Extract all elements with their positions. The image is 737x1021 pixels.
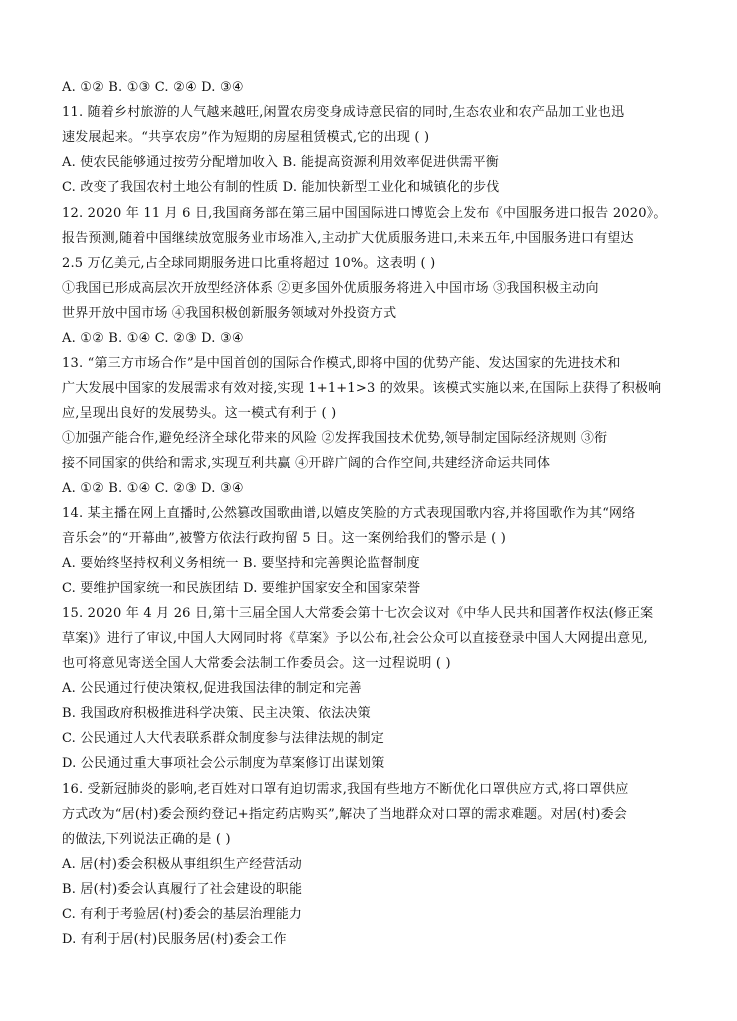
q16-option-c: C. 有利于考验居(村)委会的基层治理能力 [62, 907, 303, 922]
q15-stem-line-2: 草案)》进行了审议,中国人大网同时将《草案》予以公布,社会公众可以直接登录中国人大网提出意见, [62, 631, 648, 646]
q14-stem-line-1: 14. 某主播在网上直播时,公然篡改国歌曲谱,以嬉皮笑脸的方式表现国歌内容,并将国歌作为其“网络 [62, 506, 636, 521]
q13-stem-line-1: 13. “第三方市场合作”是中国首创的国际合作模式,即将中国的优势产能、发达国家的先进技术和 [62, 356, 621, 371]
q15-option-c: C. 公民通过人大代表联系群众制度参与法律法规的制定 [62, 731, 384, 746]
q12-statements-1: ①我国已形成高层次开放型经济体系 ②更多国外优质服务将进入中国市场 ③我国积极主动向 [62, 281, 599, 296]
q12-stem-line-2: 报告预测,随着中国继续放宽服务业市场准入,主动扩大优质服务进口,未来五年,中国服务进口有望达 [62, 231, 634, 246]
q16-stem-line-1: 16. 受新冠肺炎的影响,老百姓对口罩有迫切需求,我国有些地方不断优化口罩供应方式,将口罩供应 [62, 782, 629, 797]
q15-option-a: A. 公民通过行使决策权,促进我国法律的制定和完善 [62, 681, 362, 696]
q15-stem-line-3: 也可将意见寄送全国人大常委会法制工作委员会。这一过程说明 ( ) [62, 656, 451, 671]
q16-option-a: A. 居(村)委会积极从事组织生产经营活动 [62, 857, 302, 872]
q11-options-ab: A. 使农民能够通过按劳分配增加收入 B. 能提高资源利用效率促进供需平衡 [62, 155, 500, 170]
q12-statements-2: 世界开放中国市场 ④我国积极创新服务领域对外投资方式 [62, 306, 397, 321]
q11-stem-line-1: 11. 随着乡村旅游的人气越来越旺,闲置农房变身成诗意民宿的同时,生态农业和农产品加工业也迅 [62, 105, 625, 120]
q14-stem-line-2: 音乐会”的“开幕曲”,被警方依法行政拘留 5 日。这一案例给我们的警示是 ( ) [62, 531, 507, 546]
q14-options-ab: A. 要始终坚持权利义务相统一 B. 要坚持和完善舆论监督制度 [62, 556, 420, 571]
q11-stem-line-2: 速发展起来。“共享农房”作为短期的房屋租赁模式,它的出现 ( ) [62, 130, 430, 145]
q14-options-cd: C. 要维护国家统一和民族团结 D. 要维护国家安全和国家荣誉 [62, 581, 421, 596]
q16-stem-line-2: 方式改为“居(村)委会预约登记+指定药店购买”,解决了当地群众对口罩的需求难题。对居(村)委会 [62, 807, 628, 822]
q13-statements-2: 接不同国家的供给和需求,实现互利共赢 ④开辟广阔的合作空间,共建经济命运共同体 [62, 456, 551, 471]
q16-option-d: D. 有利于居(村)民服务居(村)委会工作 [62, 932, 287, 947]
q15-stem-line-1: 15. 2020 年 4 月 26 日,第十三届全国人大常委会第十七次会议对《中华人民共和国著作权法(修正案 [62, 606, 654, 621]
q12-stem-line-1: 12. 2020 年 11 月 6 日,我国商务部在第三届中国国际进口博览会上发布《中国服务进口报告 2020》。 [62, 206, 667, 221]
q11-options-cd: C. 改变了我国农村土地公有制的性质 D. 能加快新型工业化和城镇化的步伐 [62, 180, 500, 195]
q12-options: A. ①② B. ①④ C. ②③ D. ③④ [62, 331, 244, 346]
q13-stem-line-2: 广大发展中国家的发展需求有效对接,实现 1+1+1>3 的效果。该模式实施以来,在国际上获得了积极响 [62, 381, 662, 396]
q13-stem-line-3: 应,呈现出良好的发展势头。这一模式有利于 ( ) [62, 406, 337, 421]
q10-options: A. ①② B. ①③ C. ②④ D. ③④ [62, 80, 244, 95]
q12-stem-line-3: 2.5 万亿美元,占全球同期服务进口比重将超过 10%。这表明 ( ) [62, 256, 436, 271]
q15-option-d: D. 公民通过重大事项社会公示制度为草案修订出谋划策 [62, 756, 385, 771]
q16-stem-line-3: 的做法,下列说法正确的是 ( ) [62, 832, 231, 847]
q15-option-b: B. 我国政府积极推进科学决策、民主决策、依法决策 [62, 706, 371, 721]
q16-option-b: B. 居(村)委会认真履行了社会建设的职能 [62, 882, 303, 897]
q13-statements-1: ①加强产能合作,避免经济全球化带来的风险 ②发挥我国技术优势,领导制定国际经济规则 ③衔 [62, 431, 608, 446]
q13-options: A. ①② B. ①④ C. ②③ D. ③④ [62, 481, 244, 496]
